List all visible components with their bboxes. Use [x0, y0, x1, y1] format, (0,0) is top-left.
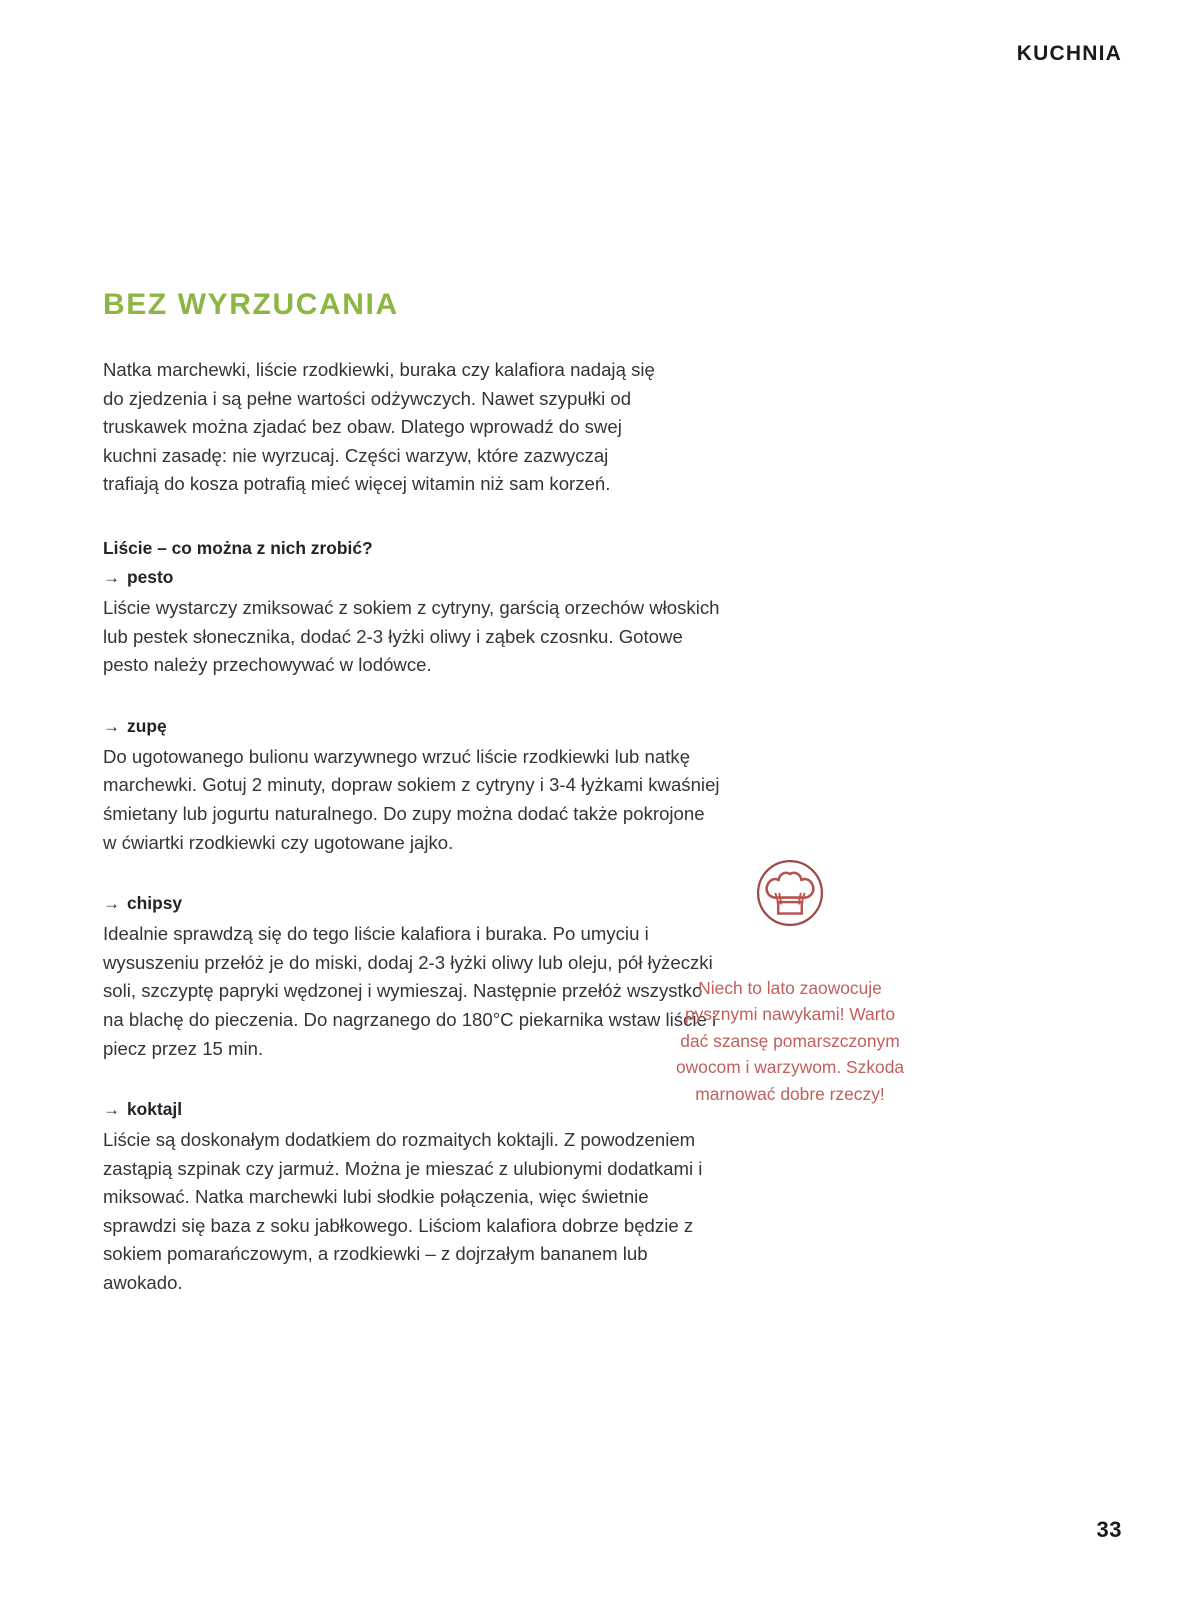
intro-paragraph: Natka marchewki, liście rzodkiewki, buraka czy kalafiora nadają się do zjedzenia i są pełne wartości odżywczych. Nawet szypułki od truskawek można zjadać bez obaw. Dlatego wprowadź do swej kuchni zasadę: nie wyrzucaj. Części warzyw, które zazwyczaj trafiają do kosza potrafią mieć więcej witamin niż sam korzeń.: [103, 359, 655, 495]
page-title: BEZ WYRZUCANIA: [103, 288, 399, 321]
arrow-right-icon: →: [103, 716, 120, 736]
section-zupe: [103, 713, 723, 857]
arrow-right-icon: →: [103, 894, 120, 914]
chef-hat-icon: [752, 855, 828, 931]
section-chipsy: [103, 890, 723, 1063]
paragraph-pesto: Liście wystarczy zmiksować z sokiem z cytryny, garścią orzechów włoskich lub pestek słonecznika, dodać 2-3 łyżki oliwy i ząbek czosnku. Gotowe pesto należy przechowywać w lodówce.: [103, 596, 720, 676]
subheading-zupe-label: zupę: [127, 715, 167, 736]
paragraph-chipsy: Idealnie sprawdzą się do tego liście kalafiora i buraka. Po umyciu i wysuszeniu przełóż je do miski, dodaj 2-3 łyżki oliwy lub oleju, pół łyżeczki soli, szczyptę papryki wędzonej i wymieszaj. Następnie przełóż wszystko na blachę do pieczenia. Do nagrzanego do 180°C piekarnika wstaw liście i piecz przez 15 min.: [103, 923, 717, 1059]
pull-quote-text: Niech to lato zaowocuje pysznymi nawykami! Warto dać szansę pomarszczonym owocom i warzywom. Szkoda marnować dobre rzeczy!: [675, 978, 905, 1104]
subheading-chipsy-label: chipsy: [127, 893, 183, 914]
subheading-koktajl-label: koktajl: [127, 1099, 183, 1120]
arrow-right-icon: →: [103, 567, 120, 587]
subheading-chipsy: [103, 890, 723, 916]
paragraph-zupe: Do ugotowanego bulionu warzywnego wrzuć liście rzodkiewki lub natkę marchewki. Gotuj 2 minuty, dopraw sokiem z cytryny i 3-4 łyżkami kwaśniej śmietany lub jogurtu naturalnego. Do zupy można dodać także pokrojone w ćwiartki rzodkiewki czy ugotowane jajko.: [103, 745, 720, 853]
subheading-pesto-label: pesto: [127, 566, 174, 587]
section-koktajl: [103, 1096, 723, 1298]
arrow-right-icon: →: [103, 1100, 120, 1120]
subheading-zupe: [103, 713, 723, 739]
pull-quote: [672, 855, 908, 1107]
page-number: 33: [1096, 1517, 1122, 1542]
subheading-pesto: [103, 564, 723, 590]
paragraph-koktajl: Liście są doskonałym dodatkiem do rozmaitych koktajli. Z powodzeniem zastąpią szpinak czy jarmuż. Można je mieszać z ulubionymi dodatkami i miksować. Natka marchewki lubi słodkie połączenia, więc świetnie sprawdzi się baza z soku jabłkowego. Liściom kalafiora dobrze będzie z sokiem pomarańczowym, a rzodkiewki – z dojrzałym bananem lub awokado.: [103, 1129, 703, 1294]
section-pesto: [103, 535, 723, 680]
article-body: [103, 288, 723, 1298]
subheading-koktajl: [103, 1096, 723, 1122]
running-head: KUCHNIA: [1016, 42, 1122, 65]
section-heading-lisice: Liście – co można z nich zrobić?: [103, 537, 373, 558]
